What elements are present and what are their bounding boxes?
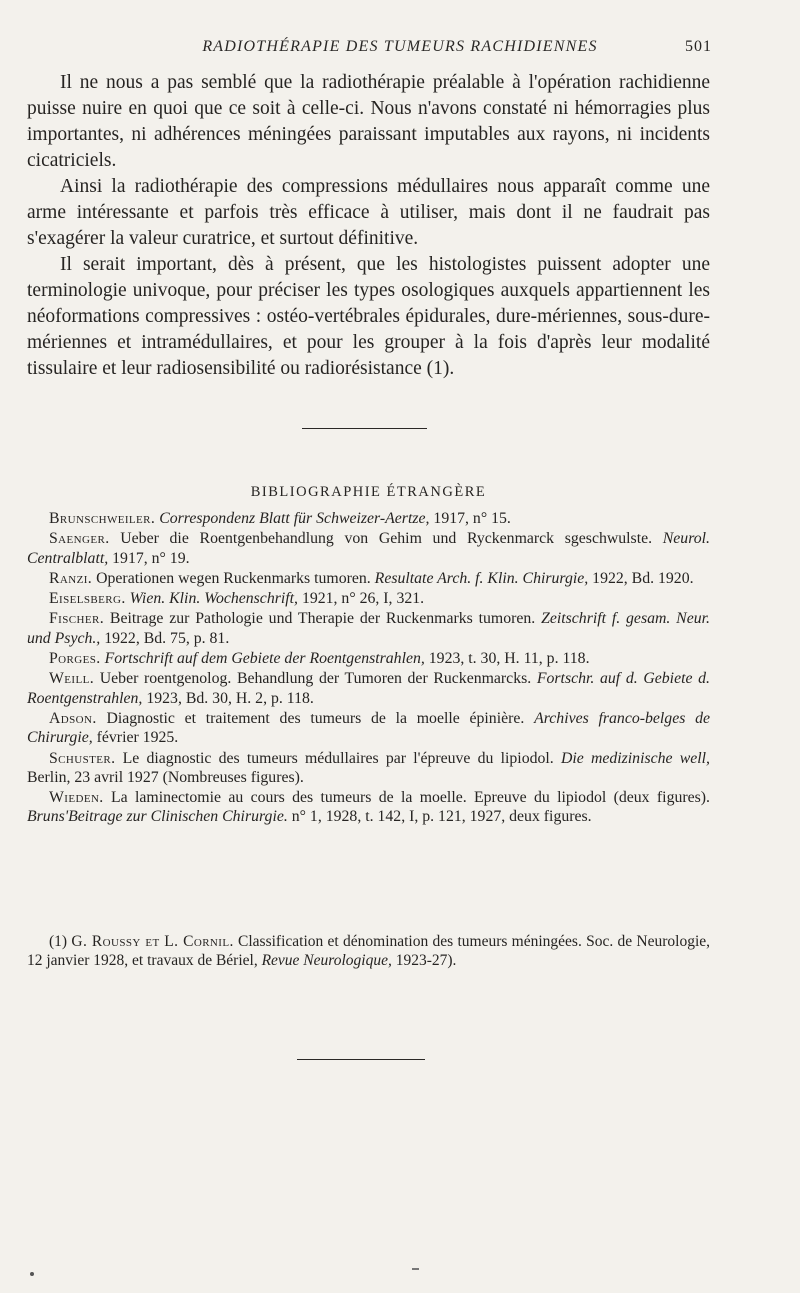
paragraph: Ainsi la radiothérapie des compressions médullaires nous apparaît comme une arme intéressante et parfois très efficace à utiliser, mais dont il ne faudrait pas s'exagérer la valeur curatrice, et surtout définitive. xyxy=(27,176,710,249)
entry-details: 1921, n° 26, I, 321. xyxy=(301,590,425,608)
footnote-marker: (1) xyxy=(49,932,68,950)
entry-author: Porges. xyxy=(49,650,101,668)
bibliography-entry xyxy=(27,649,710,668)
entry-text: Le diagnostic des tumeurs médullaires par l'épreuve du lipiodol. xyxy=(122,749,554,767)
paragraph: Il ne nous a pas semblé que la radiothérapie préalable à l'opération rachidienne puisse nuire en quoi que ce soit à celle-ci. Nous n'avons constaté ni hémorragies plus importantes, ni adhérences méningées paraissant imputables aux rayons, ni incidents cicatriciels. xyxy=(27,72,710,171)
entry-author: Wieden. xyxy=(49,789,104,807)
bibliography-heading: BIBLIOGRAPHIE ÉTRANGÈRE xyxy=(250,484,487,500)
entry-details: Berlin, 23 avril 1927 (Nombreuses figures). xyxy=(27,768,304,786)
footnote-authors: G. Roussy et L. Cornil. xyxy=(71,932,234,950)
entry-author: Fischer. xyxy=(49,610,105,628)
footnote xyxy=(27,932,710,970)
entry-text: Operationen wegen Ruckenmarks tumoren. xyxy=(96,569,371,587)
entry-title: Zeitschrift f. gesam. Neur. und Psych., xyxy=(27,610,710,647)
entry-author: Ranzi. xyxy=(49,569,93,587)
bibliography-list xyxy=(27,509,710,828)
entry-details: 1922, Bd. 75, p. 81. xyxy=(104,629,230,647)
entry-details: 1923, t. 30, H. 11, p. 118. xyxy=(428,650,590,668)
bibliography-entry xyxy=(27,709,710,748)
bibliography-entry xyxy=(27,669,710,708)
entry-title: Fortschrift auf dem Gebiete der Roentgenstrahlen, xyxy=(104,650,425,668)
bibliography-entry xyxy=(27,749,710,788)
entry-text: Beitrage zur Pathologie und Therapie der Ruckenmarks tumoren. xyxy=(109,610,536,628)
bibliography-entry xyxy=(27,609,710,648)
paragraph: Il serait important, dès à présent, que les histologistes puissent adopter une terminologie univoque, pour préciser les types osologiques auxquels appartiennent les néoformations compressives : ostéo-vertébrales épidurales, dure-mériennes, sous-dure-mériennes et intramédullaires, et pour les grouper à la fois d'après leur modalité tissulaire et leur radiosensibilité ou radiorésistance (1). xyxy=(27,254,710,379)
entry-title: Resultate Arch. f. Klin. Chirurgie, xyxy=(374,569,589,587)
entry-title: Archives franco-belges de Chirurgie, xyxy=(27,709,711,747)
entry-details: n° 1, 1928, t. 142, I, p. 121, 1927, deux figures. xyxy=(291,808,592,826)
page-number: 501 xyxy=(685,38,712,55)
running-title: RADIOTHÉRAPIE DES TUMEURS RACHIDIENNES xyxy=(202,38,598,55)
bibliography-entry xyxy=(27,788,710,827)
entry-text: Ueber die Roentgenbehandlung von Gehim und Ryckenmarck sgeschwulste. xyxy=(120,530,653,548)
entry-title: Wien. Klin. Wochenschrift, xyxy=(129,590,298,608)
entry-title: Neurol. Centralblatt, xyxy=(27,530,710,567)
footnote-journal: Revue Neurologique, xyxy=(261,951,392,969)
entry-title: Bruns'Beitrage zur Clinischen Chirurgie. xyxy=(27,808,288,826)
print-speck xyxy=(30,1272,34,1276)
entry-details: 1922, Bd. 1920. xyxy=(592,569,694,587)
section-divider xyxy=(302,428,427,429)
entry-title: Fortschr. auf d. Gebiete d. Roentgenstrahlen, xyxy=(27,670,710,707)
bibliography-entry xyxy=(27,569,710,588)
entry-author: Saenger. xyxy=(49,530,110,548)
bibliography-entry xyxy=(27,529,710,568)
footnote-text: Classification et dénomination des tumeurs méningées. Soc. de Neurologie, 12 janvier 1928, et travaux de Bériel, xyxy=(27,932,711,969)
entry-details: 1917, n° 19. xyxy=(112,549,190,567)
bibliography-entry xyxy=(27,589,710,608)
entry-details: 1917, n° 15. xyxy=(433,510,511,527)
entry-author: Eiselsberg. xyxy=(49,590,126,608)
entry-text: Diagnostic et traitement des tumeurs de la moelle épinière. xyxy=(106,709,525,727)
entry-title: Die medizinische well, xyxy=(560,749,711,767)
entry-text: Ueber roentgenolog. Behandlung der Tumoren der Ruckenmarcks. xyxy=(99,670,532,688)
entry-details: février 1925. xyxy=(96,729,179,747)
entry-author: Brunschweiler. xyxy=(49,510,156,527)
footnote-details: 1923-27). xyxy=(395,951,457,969)
body-text xyxy=(27,70,710,382)
print-speck xyxy=(412,1268,419,1270)
entry-author: Weill. xyxy=(49,670,95,688)
bibliography-entry xyxy=(27,509,710,528)
end-divider xyxy=(297,1059,425,1060)
entry-text: La laminectomie au cours des tumeurs de la moelle. Epreuve du lipiodol (deux figures). xyxy=(111,789,710,807)
entry-title: Correspondenz Blatt für Schweizer-Aertze, xyxy=(159,510,430,527)
entry-details: 1923, Bd. 30, H. 2, p. 118. xyxy=(146,689,314,707)
entry-author: Schuster. xyxy=(49,749,116,767)
entry-author: Adson. xyxy=(49,709,97,727)
